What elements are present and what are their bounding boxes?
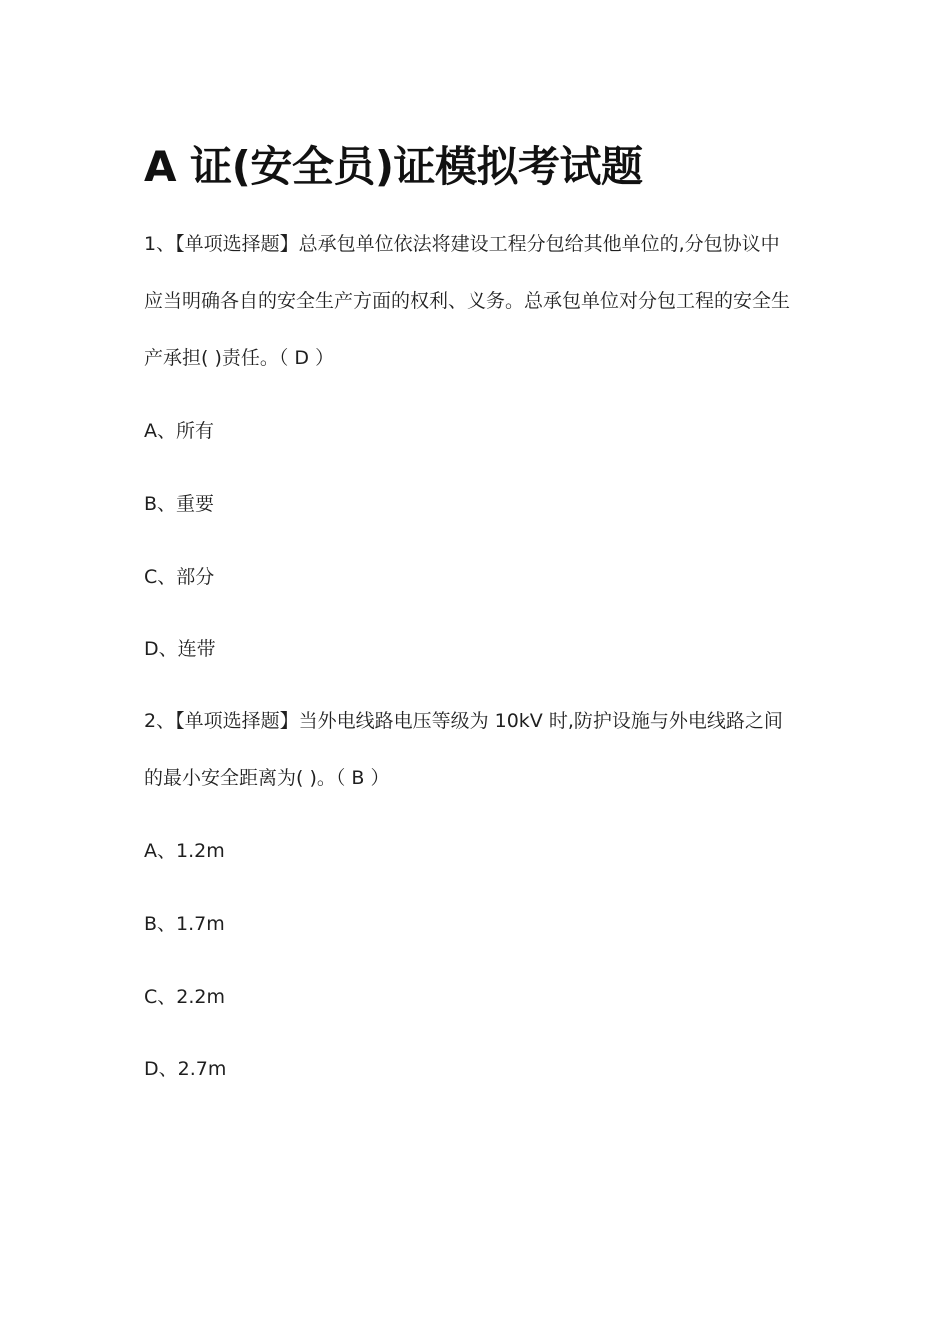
question-1-option-b: B、重要 [144, 493, 215, 515]
question-2-text-line-1: 2、【单项选择题】当外电线路电压等级为 10kV 时,防护设施与外电线路之间 [144, 710, 783, 732]
question-2-option-b: B、1.7m [144, 913, 225, 935]
question-1-text-line-1: 1、【单项选择题】总承包单位依法将建设工程分包给其他单位的,分包协议中 [144, 233, 780, 255]
page-title: A 证(安全员)证模拟考试题 [144, 142, 643, 191]
question-2-text-line-2: 的最小安全距离为( )。（ B ） [144, 767, 390, 789]
question-1-text-line-3: 产承担( )责任。（ D ） [144, 347, 335, 369]
question-1-option-d: D、连带 [144, 638, 216, 660]
question-1-text-line-2: 应当明确各自的安全生产方面的权利、义务。总承包单位对分包工程的安全生 [144, 290, 791, 312]
question-2-option-d: D、2.7m [144, 1058, 227, 1080]
question-2-option-a: A、1.2m [144, 840, 225, 862]
question-2-option-c: C、2.2m [144, 986, 225, 1008]
question-1-option-c: C、部分 [144, 566, 215, 588]
question-1-option-a: A、所有 [144, 420, 214, 442]
